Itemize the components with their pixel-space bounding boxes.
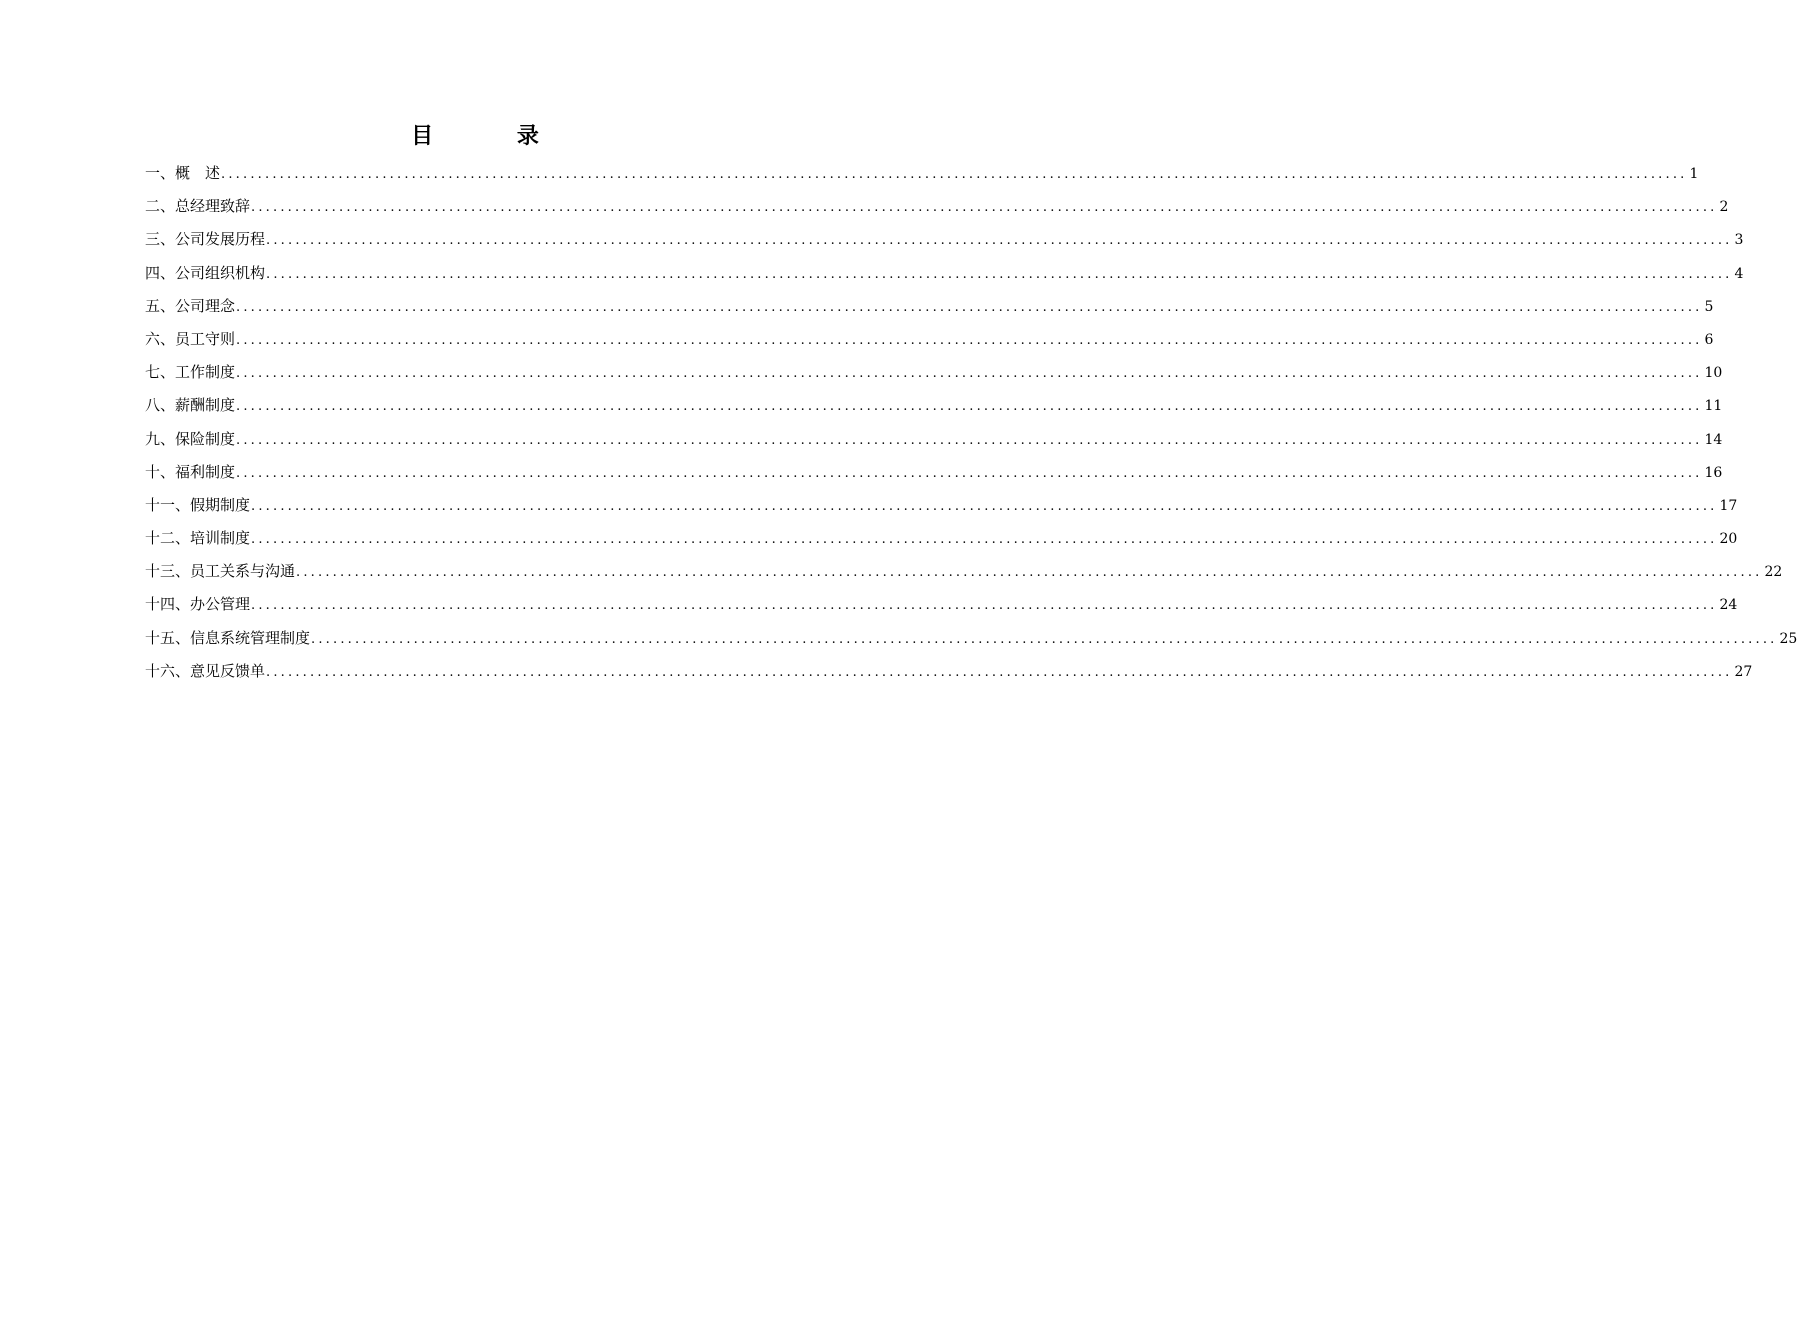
toc-entry-page-number: 1 — [1689, 166, 1699, 182]
toc-entry[interactable] — [145, 389, 1723, 422]
toc-dot-leader: ........................................................................................................................................................................................................ — [266, 664, 1733, 680]
toc-entry[interactable] — [145, 489, 1738, 522]
toc-dot-leader: ........................................................................................................................................................................................................ — [236, 299, 1703, 315]
toc-entry-page-number: 10 — [1704, 365, 1723, 382]
toc-entry[interactable] — [145, 655, 1753, 688]
toc-dot-leader: ........................................................................................................................................................................................................ — [251, 200, 1718, 216]
toc-entry-label: 十五、信息系统管理制度 — [145, 628, 311, 647]
toc-dot-leader: ........................................................................................................................................................................................................ — [296, 565, 1763, 581]
toc-entry-page-number: 25 — [1779, 630, 1797, 647]
toc-entry-page-number: 17 — [1719, 497, 1738, 514]
toc-entry[interactable] — [145, 257, 1744, 290]
toc-entry[interactable] — [145, 290, 1714, 323]
toc-entry-label: 十四、办公管理 — [145, 595, 251, 614]
toc-entry-label: 十二、培训制度 — [145, 529, 251, 548]
toc-entry-label: 八、薪酬制度 — [145, 396, 236, 415]
toc-dot-leader: ........................................................................................................................................................................................................ — [251, 498, 1718, 514]
toc-dot-leader: ........................................................................................................................................................................................................ — [236, 332, 1703, 348]
toc-entry-label: 十六、意见反馈单 — [145, 661, 266, 680]
toc-entry-page-number: 24 — [1719, 597, 1738, 614]
toc-entry-page-number: 27 — [1734, 663, 1753, 680]
toc-entry[interactable] — [145, 423, 1723, 456]
toc-entry[interactable] — [145, 522, 1738, 555]
toc-entry-label: 十三、员工关系与沟通 — [145, 562, 296, 581]
toc-entry-label: 一、概 述 — [145, 164, 221, 182]
toc-entry-label: 二、总经理致辞 — [145, 197, 251, 216]
toc-entry[interactable] — [145, 223, 1744, 256]
toc-entry-page-number: 11 — [1704, 398, 1723, 415]
toc-entry-page-number: 6 — [1704, 331, 1714, 348]
toc-entry-label: 三、公司发展历程 — [145, 230, 266, 249]
toc-entry-page-number: 4 — [1734, 265, 1744, 282]
toc-dot-leader: ........................................................................................................................................................................................................ — [221, 167, 1688, 182]
toc-entry-label: 五、公司理念 — [145, 296, 236, 315]
toc-dot-leader: ........................................................................................................................................................................................................ — [236, 399, 1703, 415]
toc-entry-label: 四、公司组织机构 — [145, 263, 266, 282]
toc-entry-label: 十、福利制度 — [145, 462, 236, 481]
toc-entry[interactable] — [145, 157, 1699, 190]
toc-dot-leader: ........................................................................................................................................................................................................ — [236, 465, 1703, 481]
toc-entry-label: 六、员工守则 — [145, 329, 236, 348]
toc-entry-page-number: 5 — [1704, 298, 1714, 315]
toc-entry[interactable] — [145, 588, 1738, 621]
toc-entry-page-number: 3 — [1734, 232, 1744, 249]
toc-entry[interactable] — [145, 622, 1797, 655]
toc-entry[interactable] — [145, 356, 1723, 389]
toc-entry-page-number: 16 — [1704, 464, 1723, 481]
toc-entry[interactable] — [145, 323, 1714, 356]
toc-dot-leader: ........................................................................................................................................................................................................ — [251, 598, 1718, 614]
toc-dot-leader: ........................................................................................................................................................................................................ — [236, 432, 1703, 448]
toc-entry[interactable] — [145, 456, 1723, 489]
toc-entry-page-number: 20 — [1719, 531, 1738, 548]
toc-entry-label: 七、工作制度 — [145, 363, 236, 382]
toc-list — [145, 157, 1797, 688]
toc-dot-leader: ........................................................................................................................................................................................................ — [266, 233, 1733, 249]
toc-entry[interactable] — [145, 190, 1729, 223]
toc-dot-leader: ........................................................................................................................................................................................................ — [251, 532, 1718, 548]
toc-dot-leader: ........................................................................................................................................................................................................ — [236, 366, 1703, 382]
toc-entry-label: 十一、假期制度 — [145, 495, 251, 514]
toc-entry-page-number: 22 — [1764, 564, 1783, 581]
toc-entry-page-number: 2 — [1719, 199, 1729, 216]
toc-dot-leader: ........................................................................................................................................................................................................ — [266, 266, 1733, 282]
toc-entry[interactable] — [145, 555, 1783, 588]
toc-entry-page-number: 14 — [1704, 431, 1723, 448]
toc-dot-leader: ........................................................................................................................................................................................................ — [311, 631, 1778, 647]
toc-title: 目 录 — [411, 123, 577, 149]
toc-entry-label: 九、保险制度 — [145, 429, 236, 448]
